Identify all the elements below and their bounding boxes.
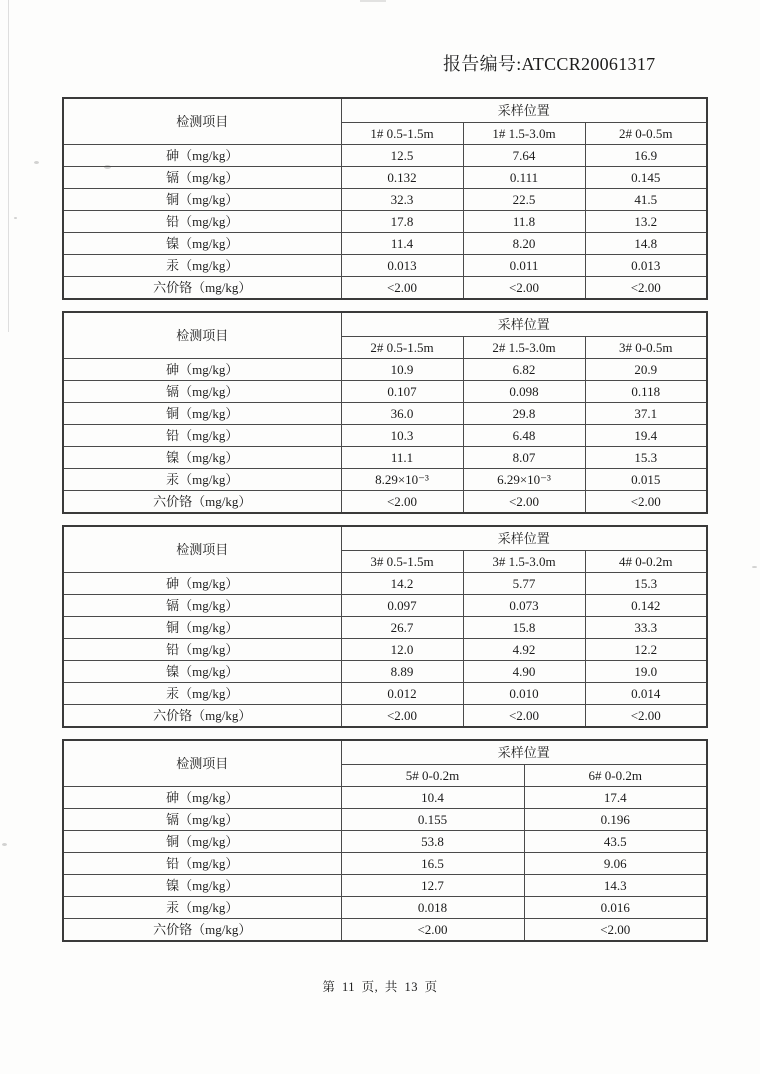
scan-artifact	[2, 843, 7, 846]
value-cell: 0.011	[463, 255, 585, 277]
value-cell: 12.0	[341, 639, 463, 661]
value-cell: 0.118	[585, 381, 707, 403]
column-header-cell: 2# 0.5-1.5m	[341, 337, 463, 359]
value-cell: 15.8	[463, 617, 585, 639]
value-cell: 8.89	[341, 661, 463, 683]
results-table-3	[62, 525, 708, 728]
value-cell: 10.4	[341, 787, 524, 809]
item-cell: 六价铬（mg/kg）	[63, 705, 341, 728]
table-row	[63, 595, 707, 617]
value-cell: 11.8	[463, 211, 585, 233]
value-cell: 0.014	[585, 683, 707, 705]
value-cell: 10.3	[341, 425, 463, 447]
value-cell: 10.9	[341, 359, 463, 381]
column-header-cell: 2# 1.5-3.0m	[463, 337, 585, 359]
item-cell: 镍（mg/kg）	[63, 233, 341, 255]
item-cell: 汞（mg/kg）	[63, 469, 341, 491]
value-cell: 0.016	[524, 897, 707, 919]
table-row	[63, 875, 707, 897]
value-cell: 0.111	[463, 167, 585, 189]
table-row	[63, 617, 707, 639]
value-cell: <2.00	[341, 919, 524, 942]
value-cell: 0.013	[585, 255, 707, 277]
item-cell: 六价铬（mg/kg）	[63, 491, 341, 514]
table-row	[63, 831, 707, 853]
table-row	[63, 853, 707, 875]
value-cell: 0.107	[341, 381, 463, 403]
item-cell: 镍（mg/kg）	[63, 447, 341, 469]
item-cell: 铅（mg/kg）	[63, 853, 341, 875]
value-cell: 15.3	[585, 447, 707, 469]
table-row	[63, 919, 707, 942]
value-cell: 43.5	[524, 831, 707, 853]
value-cell: 8.07	[463, 447, 585, 469]
table-row	[63, 809, 707, 831]
value-cell: 26.7	[341, 617, 463, 639]
value-cell: 41.5	[585, 189, 707, 211]
scan-artifact	[8, 0, 9, 332]
value-cell: 0.132	[341, 167, 463, 189]
item-cell: 汞（mg/kg）	[63, 897, 341, 919]
item-cell: 六价铬（mg/kg）	[63, 277, 341, 300]
value-cell: 11.4	[341, 233, 463, 255]
item-cell: 砷（mg/kg）	[63, 573, 341, 595]
value-cell: 8.20	[463, 233, 585, 255]
item-cell: 镉（mg/kg）	[63, 809, 341, 831]
value-cell: <2.00	[341, 705, 463, 728]
item-cell: 汞（mg/kg）	[63, 255, 341, 277]
table-row	[63, 897, 707, 919]
item-cell: 镉（mg/kg）	[63, 381, 341, 403]
item-cell: 铅（mg/kg）	[63, 639, 341, 661]
value-cell: 7.64	[463, 145, 585, 167]
value-cell: 0.196	[524, 809, 707, 831]
results-table-4	[62, 739, 708, 942]
table-row	[63, 277, 707, 300]
value-cell: <2.00	[585, 277, 707, 300]
value-cell: 17.4	[524, 787, 707, 809]
scan-artifact	[34, 161, 39, 164]
table-row	[63, 491, 707, 514]
table-row	[63, 255, 707, 277]
value-cell: 5.77	[463, 573, 585, 595]
value-cell: 19.4	[585, 425, 707, 447]
table-row	[63, 787, 707, 809]
column-header-cell: 3# 0-0.5m	[585, 337, 707, 359]
value-cell: 9.06	[524, 853, 707, 875]
value-cell: <2.00	[463, 277, 585, 300]
value-cell: 33.3	[585, 617, 707, 639]
item-cell: 铜（mg/kg）	[63, 831, 341, 853]
value-cell: <2.00	[585, 491, 707, 514]
table-row	[63, 211, 707, 233]
table-row	[63, 573, 707, 595]
value-cell: 0.015	[585, 469, 707, 491]
value-cell: 4.90	[463, 661, 585, 683]
value-cell: 6.82	[463, 359, 585, 381]
item-cell: 六价铬（mg/kg）	[63, 919, 341, 942]
table-row	[63, 403, 707, 425]
value-cell: <2.00	[463, 705, 585, 728]
column-header-cell: 6# 0-0.2m	[524, 765, 707, 787]
value-cell: <2.00	[524, 919, 707, 942]
table-row	[63, 639, 707, 661]
value-cell: 0.073	[463, 595, 585, 617]
table-row	[63, 381, 707, 403]
results-table-2	[62, 311, 708, 514]
value-cell: 12.7	[341, 875, 524, 897]
location-header-cell: 采样位置	[341, 98, 707, 123]
table-header-row	[63, 312, 707, 337]
item-cell: 镍（mg/kg）	[63, 875, 341, 897]
table-row	[63, 447, 707, 469]
item-header-cell: 检测项目	[63, 740, 341, 787]
column-header-cell: 2# 0-0.5m	[585, 123, 707, 145]
value-cell: 0.155	[341, 809, 524, 831]
value-cell: 6.29×10⁻³	[463, 469, 585, 491]
value-cell: 16.5	[341, 853, 524, 875]
table-row	[63, 359, 707, 381]
value-cell: 11.1	[341, 447, 463, 469]
table-row	[63, 683, 707, 705]
value-cell: 0.097	[341, 595, 463, 617]
value-cell: 0.012	[341, 683, 463, 705]
value-cell: 0.142	[585, 595, 707, 617]
value-cell: 37.1	[585, 403, 707, 425]
column-header-cell: 3# 0.5-1.5m	[341, 551, 463, 573]
item-cell: 铜（mg/kg）	[63, 617, 341, 639]
item-cell: 砷（mg/kg）	[63, 359, 341, 381]
table-row	[63, 705, 707, 728]
item-cell: 镉（mg/kg）	[63, 167, 341, 189]
column-header-cell: 1# 0.5-1.5m	[341, 123, 463, 145]
page-number: 第 11 页, 共 13 页	[322, 980, 438, 994]
value-cell: 12.2	[585, 639, 707, 661]
item-header-cell: 检测项目	[63, 98, 341, 145]
item-cell: 铜（mg/kg）	[63, 403, 341, 425]
item-cell: 铅（mg/kg）	[63, 425, 341, 447]
report-number: 报告编号:ATCCR20061317	[443, 54, 656, 74]
value-cell: 0.013	[341, 255, 463, 277]
table-header-row	[63, 740, 707, 765]
value-cell: 22.5	[463, 189, 585, 211]
location-header-cell: 采样位置	[341, 312, 707, 337]
value-cell: 13.2	[585, 211, 707, 233]
item-cell: 铜（mg/kg）	[63, 189, 341, 211]
location-header-cell: 采样位置	[341, 740, 707, 765]
table-row	[63, 233, 707, 255]
results-table-1	[62, 97, 708, 300]
value-cell: 8.29×10⁻³	[341, 469, 463, 491]
table-row	[63, 189, 707, 211]
scan-artifact	[360, 0, 386, 2]
value-cell: 14.8	[585, 233, 707, 255]
value-cell: 29.8	[463, 403, 585, 425]
value-cell: 53.8	[341, 831, 524, 853]
column-header-cell: 1# 1.5-3.0m	[463, 123, 585, 145]
item-header-cell: 检测项目	[63, 312, 341, 359]
item-cell: 砷（mg/kg）	[63, 145, 341, 167]
value-cell: <2.00	[585, 705, 707, 728]
value-cell: 36.0	[341, 403, 463, 425]
scan-artifact	[14, 217, 17, 219]
item-header-cell: 检测项目	[63, 526, 341, 573]
value-cell: 16.9	[585, 145, 707, 167]
value-cell: 14.2	[341, 573, 463, 595]
value-cell: 6.48	[463, 425, 585, 447]
item-cell: 镉（mg/kg）	[63, 595, 341, 617]
value-cell: 32.3	[341, 189, 463, 211]
value-cell: <2.00	[341, 277, 463, 300]
value-cell: <2.00	[341, 491, 463, 514]
value-cell: 4.92	[463, 639, 585, 661]
value-cell: 0.098	[463, 381, 585, 403]
table-row	[63, 425, 707, 447]
value-cell: 12.5	[341, 145, 463, 167]
column-header-cell: 3# 1.5-3.0m	[463, 551, 585, 573]
item-cell: 汞（mg/kg）	[63, 683, 341, 705]
item-cell: 镍（mg/kg）	[63, 661, 341, 683]
value-cell: 19.0	[585, 661, 707, 683]
location-header-cell: 采样位置	[341, 526, 707, 551]
value-cell: 14.3	[524, 875, 707, 897]
table-row	[63, 661, 707, 683]
value-cell: 0.018	[341, 897, 524, 919]
column-header-cell: 5# 0-0.2m	[341, 765, 524, 787]
item-cell: 铅（mg/kg）	[63, 211, 341, 233]
table-row	[63, 167, 707, 189]
table-header-row	[63, 526, 707, 551]
value-cell: <2.00	[463, 491, 585, 514]
table-row	[63, 145, 707, 167]
value-cell: 17.8	[341, 211, 463, 233]
value-cell: 0.010	[463, 683, 585, 705]
value-cell: 15.3	[585, 573, 707, 595]
scan-artifact	[752, 566, 757, 568]
value-cell: 0.145	[585, 167, 707, 189]
column-header-cell: 4# 0-0.2m	[585, 551, 707, 573]
item-cell: 砷（mg/kg）	[63, 787, 341, 809]
table-row	[63, 469, 707, 491]
table-header-row	[63, 98, 707, 123]
value-cell: 20.9	[585, 359, 707, 381]
